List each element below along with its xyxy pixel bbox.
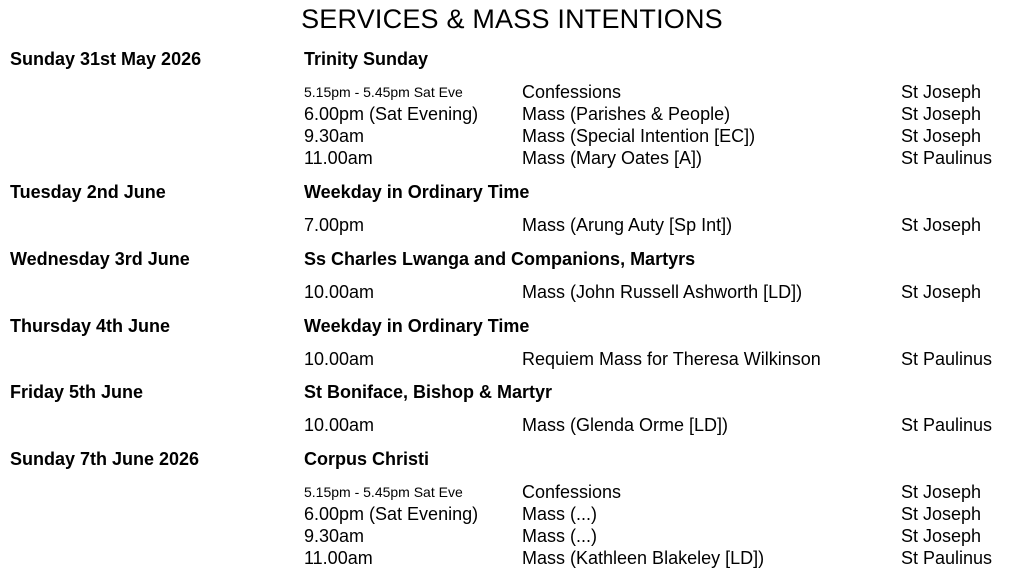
service-description: Mass (Kathleen Blakeley [LD]) [522,548,765,568]
service-description: Mass (Mary Oates [A]) [522,148,703,168]
day-feast: Ss Charles Lwanga and Companions, Martyrs [304,249,696,269]
service-description: Confessions [522,82,622,102]
service-time: 7.00pm [304,215,365,235]
service-time: 6.00pm (Sat Evening) [304,504,479,524]
service-church: St Joseph [901,482,982,502]
service-time: 9.30am [304,126,365,146]
service-time: 5.15pm - 5.45pm Sat Eve [304,484,463,500]
service-church: St Joseph [901,282,982,302]
service-row [0,415,1024,437]
service-row [0,82,1024,104]
service-church: St Paulinus [901,148,993,168]
service-description: Mass (Parishes & People) [522,104,731,124]
service-time: 10.00am [304,415,375,435]
service-description: Mass (John Russell Ashworth [LD]) [522,282,803,302]
service-description: Confessions [522,482,622,502]
service-time: 9.30am [304,526,365,546]
service-description: Mass (...) [522,504,597,524]
service-time: 11.00am [304,548,373,568]
day-feast: Corpus Christi [304,449,430,469]
service-description: Requiem Mass for Theresa Wilkinson [522,349,821,369]
day-date: Sunday 7th June 2026 [10,449,200,469]
day-date: Wednesday 3rd June [10,249,190,269]
day-feast: Weekday in Ordinary Time [304,316,530,336]
day-date: Tuesday 2nd June [10,182,166,202]
page-title: SERVICES & MASS INTENTIONS [301,4,723,34]
service-church: St Joseph [901,126,982,146]
service-church: St Paulinus [901,548,993,568]
service-description: Mass (Special Intention [EC]) [522,126,756,146]
service-description: Mass (Glenda Orme [LD]) [522,415,729,435]
service-church: St Joseph [901,82,982,102]
service-row [0,282,1024,304]
day-feast: St Boniface, Bishop & Martyr [304,382,553,402]
service-row [0,104,1024,126]
day-date: Sunday 31st May 2026 [10,49,202,69]
service-row [0,148,1024,170]
service-time: 6.00pm (Sat Evening) [304,104,479,124]
service-church: St Joseph [901,504,982,524]
service-description: Mass (Arung Auty [Sp Int]) [522,215,733,235]
day-date: Thursday 4th June [10,316,171,336]
service-church: St Joseph [901,104,982,124]
service-row [0,215,1024,237]
service-row [0,126,1024,148]
day-feast: Weekday in Ordinary Time [304,182,530,202]
day-date: Friday 5th June [10,382,144,402]
service-time: 5.15pm - 5.45pm Sat Eve [304,84,463,100]
service-row [0,504,1024,526]
service-time: 10.00am [304,282,375,302]
service-row [0,482,1024,504]
service-church: St Paulinus [901,349,993,369]
service-time: 11.00am [304,148,373,168]
service-description: Mass (...) [522,526,597,546]
service-row [0,349,1024,371]
service-row [0,526,1024,548]
service-church: St Joseph [901,215,982,235]
day-feast: Trinity Sunday [304,49,429,69]
service-church: St Joseph [901,526,982,546]
service-row [0,548,1024,570]
service-time: 10.00am [304,349,375,369]
service-church: St Paulinus [901,415,993,435]
